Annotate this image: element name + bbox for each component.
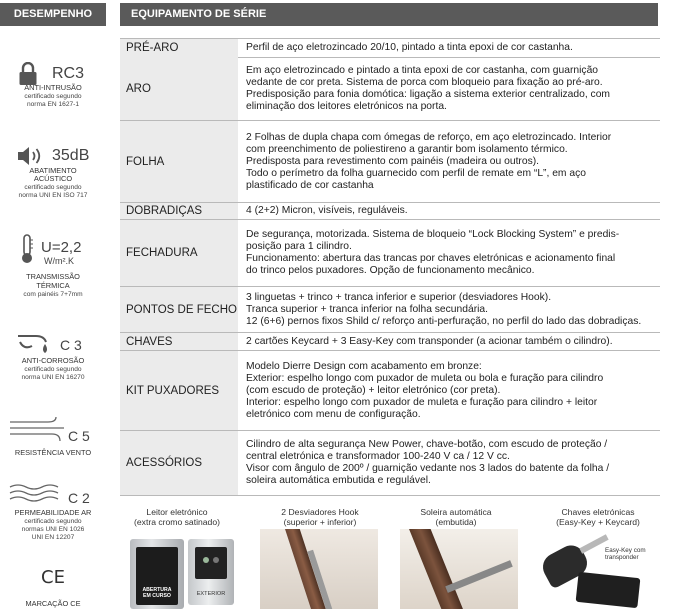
corrosion-value: C 3 — [60, 337, 82, 353]
acoustic-block — [0, 143, 106, 205]
table-row — [120, 220, 660, 287]
row-description: De segurança, motorizada. Sistema de bloqueio “Lock Blocking System” e predis- posição para 1 cilindro. Funcionamento: abertura das trancas por chaves eletrónicas e acionamento final do trinco pelos puxadores. Opção de funcionamento mecânico. — [246, 229, 620, 276]
antiintrusion-block — [0, 58, 106, 118]
air-norm: normas UNI EN 1026 — [21, 526, 85, 533]
air-value: C 2 — [68, 490, 90, 506]
threshold-bar — [445, 560, 513, 593]
reader-exterior-plate — [188, 539, 234, 605]
row-label: DOBRADIÇAS — [120, 203, 238, 219]
thermal-value: U=2,2 — [41, 239, 82, 256]
air-caption: PERMEABILIDADE AR — [14, 508, 92, 517]
corrosion-norm: norma UNI EN 16270 — [21, 374, 85, 381]
reader-exterior-label: EXTERIOR — [196, 591, 226, 597]
row-label: ACESSÓRIOS — [120, 431, 238, 495]
wind-block — [0, 415, 106, 459]
photo-caption: 2 Desviadores Hook (superior + inferior) — [281, 507, 359, 527]
row-description: Cilindro de alta segurança New Power, chave-botão, com escudo de proteção / central eletrónica e transformador 100-240 V ca / 12 V cc. Visor com ângulo de 200º / guarnição vedante nos 3 lados do batente da folha / soleira automática embutida e regulável. — [246, 439, 610, 486]
air-flow-icon — [8, 481, 68, 505]
antiintrusion-note: certificado segundo — [24, 93, 82, 100]
row-description: 4 (2+2) Micron, visíveis, reguláveis. — [246, 205, 408, 216]
hook-photo — [260, 529, 378, 609]
table-row — [120, 203, 660, 220]
air-norm-2: UNI EN 12207 — [31, 534, 75, 541]
row-label: ARO — [120, 57, 238, 120]
air-note: certificado segundo — [24, 518, 82, 525]
row-label: PONTOS DE FECHO — [120, 287, 238, 332]
acoustic-note: certificado segundo — [24, 184, 82, 191]
row-label: PRÉ-ARO — [120, 39, 238, 57]
table-row — [120, 351, 660, 431]
equipment-title: EQUIPAMENTO DE SÉRIE — [120, 3, 658, 26]
performance-column — [0, 0, 106, 609]
table-row — [120, 121, 660, 203]
reader-screen — [136, 547, 178, 605]
speaker-icon — [16, 145, 44, 167]
row-description: Modelo Dierre Design com acabamento em bronze: Exterior: espelho longo com puxador de muleta ou bola e furação para cilindro (com escudo de proteção) + leitor eletrónico (cor preta). Interior: espelho longo com puxador de muleta e furação para cilindro + leitor eletrónico com menu de configuração. — [246, 360, 604, 420]
keys-photo — [535, 529, 660, 609]
reader-keypad — [195, 547, 227, 579]
row-description: 2 cartões Keycard + 3 Easy-Key com transponder (a acionar também o cilindro). — [246, 335, 613, 347]
threshold-photo — [400, 529, 518, 609]
table-row — [120, 38, 660, 58]
photo-caption: Soleira automática (embutida) — [420, 507, 492, 527]
wind-icon — [8, 416, 68, 444]
table-row — [120, 431, 660, 496]
acoustic-caption-2: ACÚSTICO — [33, 174, 73, 183]
performance-title: DESEMPENHO — [0, 3, 106, 26]
ce-caption: MARCAÇÃO CE — [25, 599, 81, 608]
keycard — [576, 572, 641, 608]
ce-block — [0, 567, 106, 609]
thermal-note: com painéis 7+7mm — [23, 291, 83, 298]
reader-photo — [128, 529, 248, 609]
photo-caption: Leitor eletrónico (extra cromo satinado) — [134, 507, 220, 527]
acoustic-caption: ABATIMENTO — [29, 166, 77, 175]
table-row — [120, 57, 660, 121]
thermal-caption: TRANSMISSÃO — [26, 272, 80, 281]
row-label: CHAVES — [120, 333, 238, 350]
ce-mark: CE — [41, 567, 65, 588]
wind-caption: RESISTÊNCIA VENTO — [14, 448, 92, 457]
reader-status-text: ABERTURA EM CURSO — [142, 587, 172, 599]
row-label: FOLHA — [120, 121, 238, 202]
thermal-block — [0, 232, 106, 304]
thermal-unit: W/m².K — [44, 256, 74, 266]
row-label: KIT PUXADORES — [120, 351, 238, 430]
wind-value: C 5 — [68, 428, 90, 444]
photo-caption: Chaves eletrónicas (Easy-Key + Keycard) — [556, 507, 640, 527]
corrosion-block — [0, 330, 106, 386]
thermal-caption-2: TÉRMICA — [36, 281, 70, 290]
row-label: FECHADURA — [120, 220, 238, 286]
row-description: Em aço eletrozincado e pintado a tinta epoxi de cor castanha, com guarnição vedante de cor preta. Sistema de porca com bloqueio para fixação ao pré-aro. Predisposição para fonia domótica: ligação a sistema exterior centralizado, com eliminação dos leitores eletrónicos na porta. — [246, 64, 611, 112]
table-row — [120, 287, 660, 333]
row-description: 2 Folhas de dupla chapa com ómegas de reforço, em aço eletrozincado. Interior com preenchimento de poliestireno a garantir bom isolamento térmico. Predisposta para revestimento com painéis (madeira ou outros). Todo o perímetro da folha guarnecido com perfil de remate em “L”, em aço plastificado de cor castanha — [246, 131, 612, 191]
table-row — [120, 333, 660, 351]
door-bottom-edge — [408, 529, 468, 609]
corrosion-drop-icon — [16, 332, 50, 354]
antiintrusion-norm: norma EN 1627-1 — [26, 101, 80, 108]
acoustic-value: 35dB — [52, 147, 90, 164]
acoustic-norm: norma UNI EN ISO 717 — [18, 192, 88, 199]
antiintrusion-value: RC3 — [52, 65, 85, 82]
easy-key-label: Easy-Key com transponder — [605, 547, 646, 561]
thermometer-icon — [20, 234, 34, 264]
corrosion-caption: ANTI-CORROSÃO — [21, 356, 85, 365]
air-block — [0, 480, 106, 550]
reader-interior-plate — [130, 539, 184, 609]
row-description: 3 linguetas + trinco + tranca inferior e superior (desviadores Hook). Tranca superior + tranca inferior na folha secundária. 12 (6+6) pernos fixos Shild c/ reforço anti-perfuração, no perfil do lado das dobradiças. — [246, 291, 642, 327]
corrosion-note: certificado segundo — [24, 366, 82, 373]
row-description: Perfil de aço eletrozincado 20/10, pintado a tinta epoxi de cor castanha. — [246, 42, 573, 53]
antiintrusion-caption: ANTI-INTRUSÃO — [24, 83, 82, 92]
